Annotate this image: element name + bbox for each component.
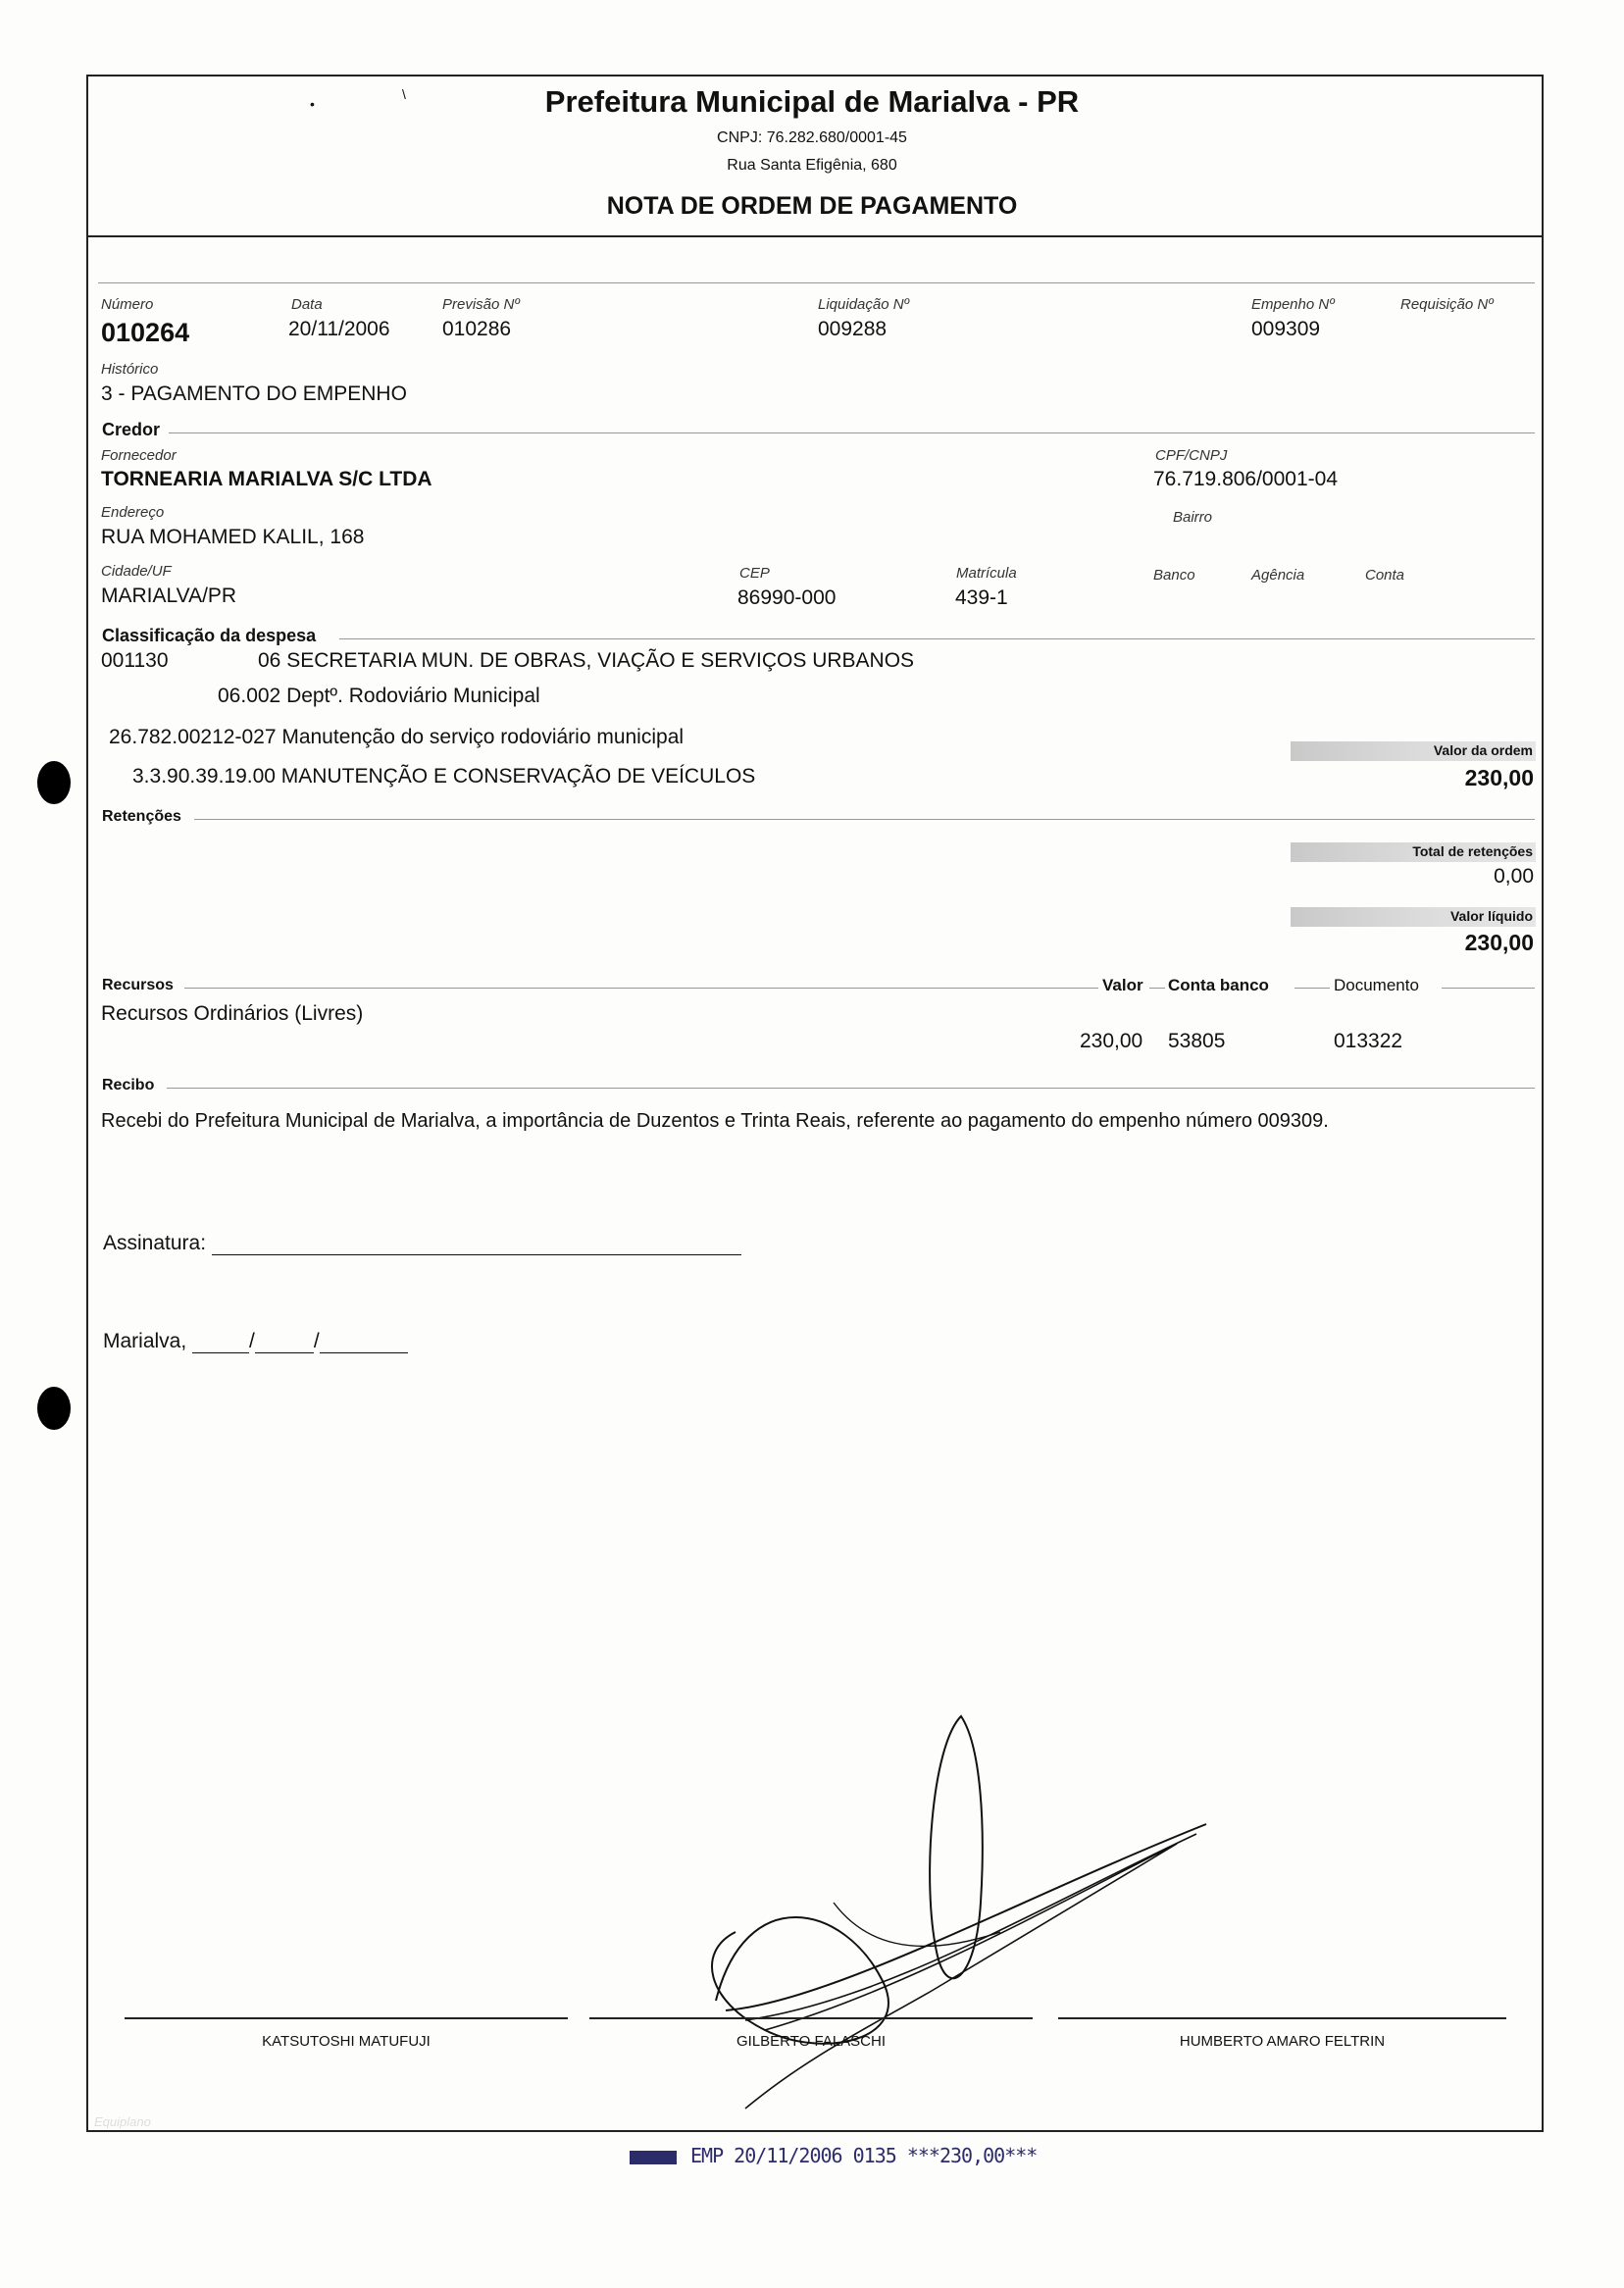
- data-label: Data: [291, 296, 323, 313]
- endereco-label: Endereço: [101, 504, 165, 521]
- recibo-section: Recibo: [102, 1077, 155, 1093]
- recursos-header-sep2: [1294, 988, 1330, 989]
- recibo-text: Recebi do Prefeitura Municipal de Marialva, a importância de Duzentos e Trinta Reais, referente ao pagamento do empenho número 009309.: [101, 1110, 1329, 1132]
- signature-line-2: [589, 2017, 1033, 2019]
- previsao-label: Previsão Nº: [442, 296, 520, 313]
- fornecedor-value: TORNEARIA MARIALVA S/C LTDA: [101, 468, 432, 490]
- numero-label: Número: [101, 296, 154, 313]
- elemento-text: 3.3.90.39.19.00 MANUTENÇÃO E CONSERVAÇÃO DE VEÍCULOS: [132, 765, 756, 788]
- cidade-label: Cidade/UF: [101, 563, 172, 580]
- valor-ordem-bar: [1291, 741, 1536, 761]
- cidade-value: MARIALVA/PR: [101, 585, 237, 607]
- recursos-section: Recursos: [102, 977, 174, 993]
- cnpj-text: CNPJ: 76.282.680/0001-45: [717, 129, 907, 146]
- agencia-label: Agência: [1251, 567, 1305, 584]
- header-divider: [86, 235, 1544, 237]
- valor-liquido-bar: [1291, 907, 1536, 927]
- signature-line-3: [1058, 2017, 1506, 2019]
- recursos-conta-header: Conta banco: [1168, 976, 1269, 994]
- recursos-descricao: Recursos Ordinários (Livres): [101, 1002, 364, 1025]
- document-title: NOTA DE ORDEM DE PAGAMENTO: [606, 192, 1018, 220]
- ids-divider: [98, 282, 1535, 283]
- classificacao-line: [339, 638, 1535, 639]
- recursos-valor-header: Valor: [1102, 976, 1143, 994]
- fornecedor-label: Fornecedor: [101, 447, 177, 464]
- total-retencoes-bar: [1291, 842, 1536, 862]
- cpf-label: CPF/CNPJ: [1155, 447, 1228, 464]
- stray-mark-1: •: [310, 96, 315, 112]
- liquidacao-label: Liquidação Nº: [818, 296, 910, 313]
- assinatura-label: Assinatura:: [103, 1232, 207, 1254]
- classificacao-section: Classificação da despesa: [102, 626, 317, 645]
- local-label: Marialva,: [103, 1330, 187, 1352]
- valor-ordem-value: 230,00: [1464, 765, 1534, 790]
- cpf-value: 76.719.806/0001-04: [1153, 468, 1339, 490]
- historico-label: Histórico: [101, 361, 159, 378]
- empenho-value: 009309: [1251, 318, 1321, 340]
- total-retencoes-value: 0,00: [1494, 865, 1534, 888]
- assinatura-row: [103, 1232, 741, 1255]
- cep-value: 86990-000: [737, 586, 837, 609]
- liquidacao-value: 009288: [818, 318, 888, 340]
- matricula-label: Matrícula: [956, 565, 1017, 582]
- recibo-line: [167, 1088, 1535, 1089]
- conta-label: Conta: [1365, 567, 1405, 584]
- bairro-label: Bairro: [1173, 509, 1213, 526]
- address-text: Rua Santa Efigênia, 680: [727, 157, 897, 174]
- mes-blank[interactable]: [255, 1335, 314, 1353]
- endereco-value: RUA MOHAMED KALIL, 168: [101, 526, 365, 548]
- valor-ordem-label: Valor da ordem: [1433, 742, 1533, 758]
- signatory-2: GILBERTO FALASCHI: [736, 2033, 886, 2050]
- recursos-documento: 013322: [1334, 1030, 1403, 1052]
- retencoes-section: Retenções: [102, 808, 181, 825]
- signatory-3: HUMBERTO AMARO FELTRIN: [1179, 2033, 1386, 2050]
- punch-hole-top: [37, 761, 71, 804]
- programa-text: 26.782.00212-027 Manutenção do serviço rodoviário municipal: [109, 726, 685, 748]
- stray-mark-2: \: [402, 86, 406, 102]
- signatory-1: KATSUTOSHI MATUFUJI: [262, 2033, 431, 2050]
- retencoes-line: [194, 819, 1535, 820]
- credor-section: Credor: [102, 420, 161, 439]
- secretaria-text: 06 SECRETARIA MUN. DE OBRAS, VIAÇÃO E SERVIÇOS URBANOS: [258, 649, 915, 672]
- departamento-text: 06.002 Deptº. Rodoviário Municipal: [218, 685, 540, 707]
- stamp-logo-icon: [630, 2151, 677, 2164]
- recursos-header-sep3: [1442, 988, 1535, 989]
- cep-label: CEP: [739, 565, 770, 582]
- matricula-value: 439-1: [955, 586, 1008, 609]
- recursos-valor: 230,00: [1080, 1030, 1143, 1052]
- punch-hole-bottom: [37, 1387, 71, 1430]
- valor-liquido-label: Valor líquido: [1449, 908, 1533, 924]
- local-data-row: Marialva, / /: [103, 1330, 408, 1353]
- classificacao-code: 001130: [101, 649, 169, 672]
- banco-label: Banco: [1153, 567, 1195, 584]
- page-title: Prefeitura Municipal de Marialva - PR: [544, 84, 1080, 119]
- numero-value: 010264: [101, 318, 190, 347]
- ano-blank[interactable]: [320, 1335, 408, 1353]
- dia-blank[interactable]: [192, 1335, 249, 1353]
- processing-stamp: [630, 2144, 1037, 2167]
- credor-line: [169, 432, 1535, 433]
- recursos-line: [184, 988, 1098, 989]
- recursos-header-sep1: [1149, 988, 1165, 989]
- valor-liquido-value: 230,00: [1464, 930, 1534, 955]
- empenho-label: Empenho Nº: [1251, 296, 1335, 313]
- historico-value: 3 - PAGAMENTO DO EMPENHO: [101, 382, 407, 405]
- handwritten-signature: [686, 1706, 1236, 2118]
- previsao-value: 010286: [442, 318, 512, 340]
- assinatura-line[interactable]: [212, 1237, 741, 1255]
- recursos-documento-header: Documento: [1334, 976, 1419, 994]
- stamp-text: EMP 20/11/2006 0135 ***230,00***: [690, 2144, 1038, 2167]
- recursos-conta: 53805: [1168, 1030, 1226, 1052]
- system-watermark: Equiplano: [94, 2114, 151, 2129]
- requisicao-label: Requisição Nº: [1400, 296, 1494, 313]
- signature-line-1: [125, 2017, 568, 2019]
- total-retencoes-label: Total de retenções: [1412, 843, 1533, 859]
- data-value: 20/11/2006: [288, 318, 390, 340]
